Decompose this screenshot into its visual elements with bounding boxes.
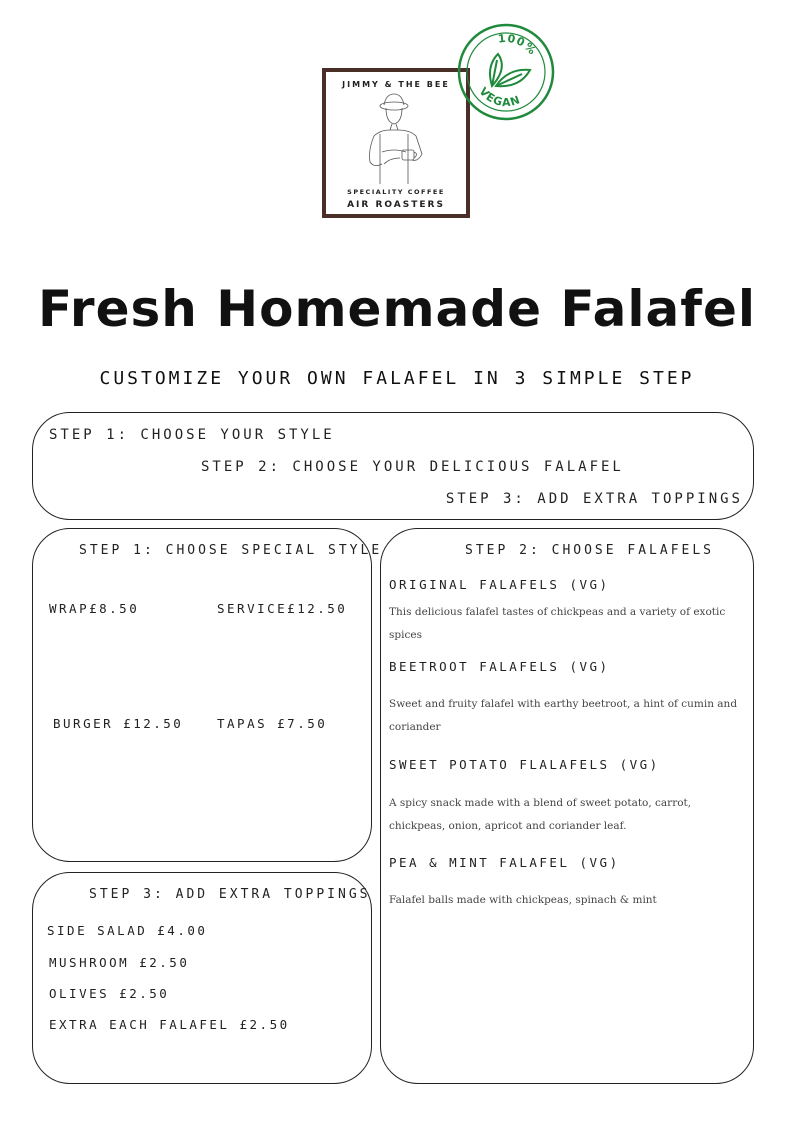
topping-extra-falafel: EXTRA EACH FALAFEL £2.50: [49, 1017, 290, 1032]
steps-overview-box: [32, 412, 754, 520]
svg-text:VEGAN: [477, 85, 523, 109]
logo-brand-name: JIMMY & THE BEE: [342, 80, 450, 89]
falafel-desc-beetroot: Sweet and fruity falafel with earthy beetroot, a hint of cumin and coriander: [389, 698, 738, 733]
logo-subline: SPECIALITY COFFEE: [347, 188, 445, 196]
style-item-wrap: WRAP£8.50: [49, 601, 140, 616]
vegan-badge: [456, 22, 556, 122]
brand-logo: [322, 68, 470, 218]
badge-bottom-text: VEGAN: [476, 84, 523, 110]
style-item-burger: BURGER £12.50: [53, 716, 184, 731]
falafel-desc-sweet-potato: A spicy snack made with a blend of sweet potato, carrot, chickpeas, onion, apricot and coriander leaf.: [389, 797, 692, 832]
toppings-section: [32, 872, 372, 1084]
style-section-heading: STEP 1: CHOOSE SPECIAL STYLE: [79, 543, 383, 558]
topping-side-salad: SIDE SALAD £4.00: [47, 923, 208, 938]
step-2-line: STEP 2: CHOOSE YOUR DELICIOUS FALAFEL: [201, 459, 624, 475]
falafel-name-pea-mint: PEA & MINT FALAFEL (VG): [389, 855, 620, 870]
barista-figure-icon: [356, 92, 440, 186]
leaf-icon: [490, 54, 530, 86]
falafel-desc-pea-mint: Falafel balls made with chickpeas, spinach & mint: [389, 894, 657, 906]
step-3-line: STEP 3: ADD EXTRA TOPPINGS: [445, 491, 743, 507]
page-title: Fresh Homemade Falafel: [37, 280, 757, 338]
style-item-service: SERVICE£12.50: [217, 601, 348, 616]
falafel-desc-original: This delicious falafel tastes of chickpeas and a variety of exotic spices: [389, 606, 726, 641]
topping-olives: OLIVES £2.50: [49, 986, 170, 1001]
falafel-name-sweet-potato: SWEET POTATO FLALAFELS (VG): [389, 757, 660, 772]
style-item-tapas: TAPAS £7.50: [217, 716, 328, 731]
step-1-line: STEP 1: CHOOSE YOUR STYLE: [49, 427, 335, 443]
falafel-name-original: ORIGINAL FALAFELS (VG): [389, 577, 610, 592]
falafel-section-heading: STEP 2: CHOOSE FALAFELS: [465, 543, 715, 558]
svg-text:100%: [497, 32, 539, 58]
style-section: [32, 528, 383, 862]
falafel-section: [380, 528, 754, 1084]
falafel-name-beetroot: BEETROOT FALAFELS (VG): [389, 659, 610, 674]
badge-top-text: 100%: [497, 31, 540, 58]
logo-bottom-text: AIR ROASTERS: [347, 200, 445, 210]
toppings-section-heading: STEP 3: ADD EXTRA TOPPINGS: [89, 887, 371, 902]
page-subtitle: CUSTOMIZE YOUR OWN FALAFEL IN 3 SIMPLE STEP: [99, 368, 695, 389]
topping-mushroom: MUSHROOM £2.50: [49, 955, 190, 970]
